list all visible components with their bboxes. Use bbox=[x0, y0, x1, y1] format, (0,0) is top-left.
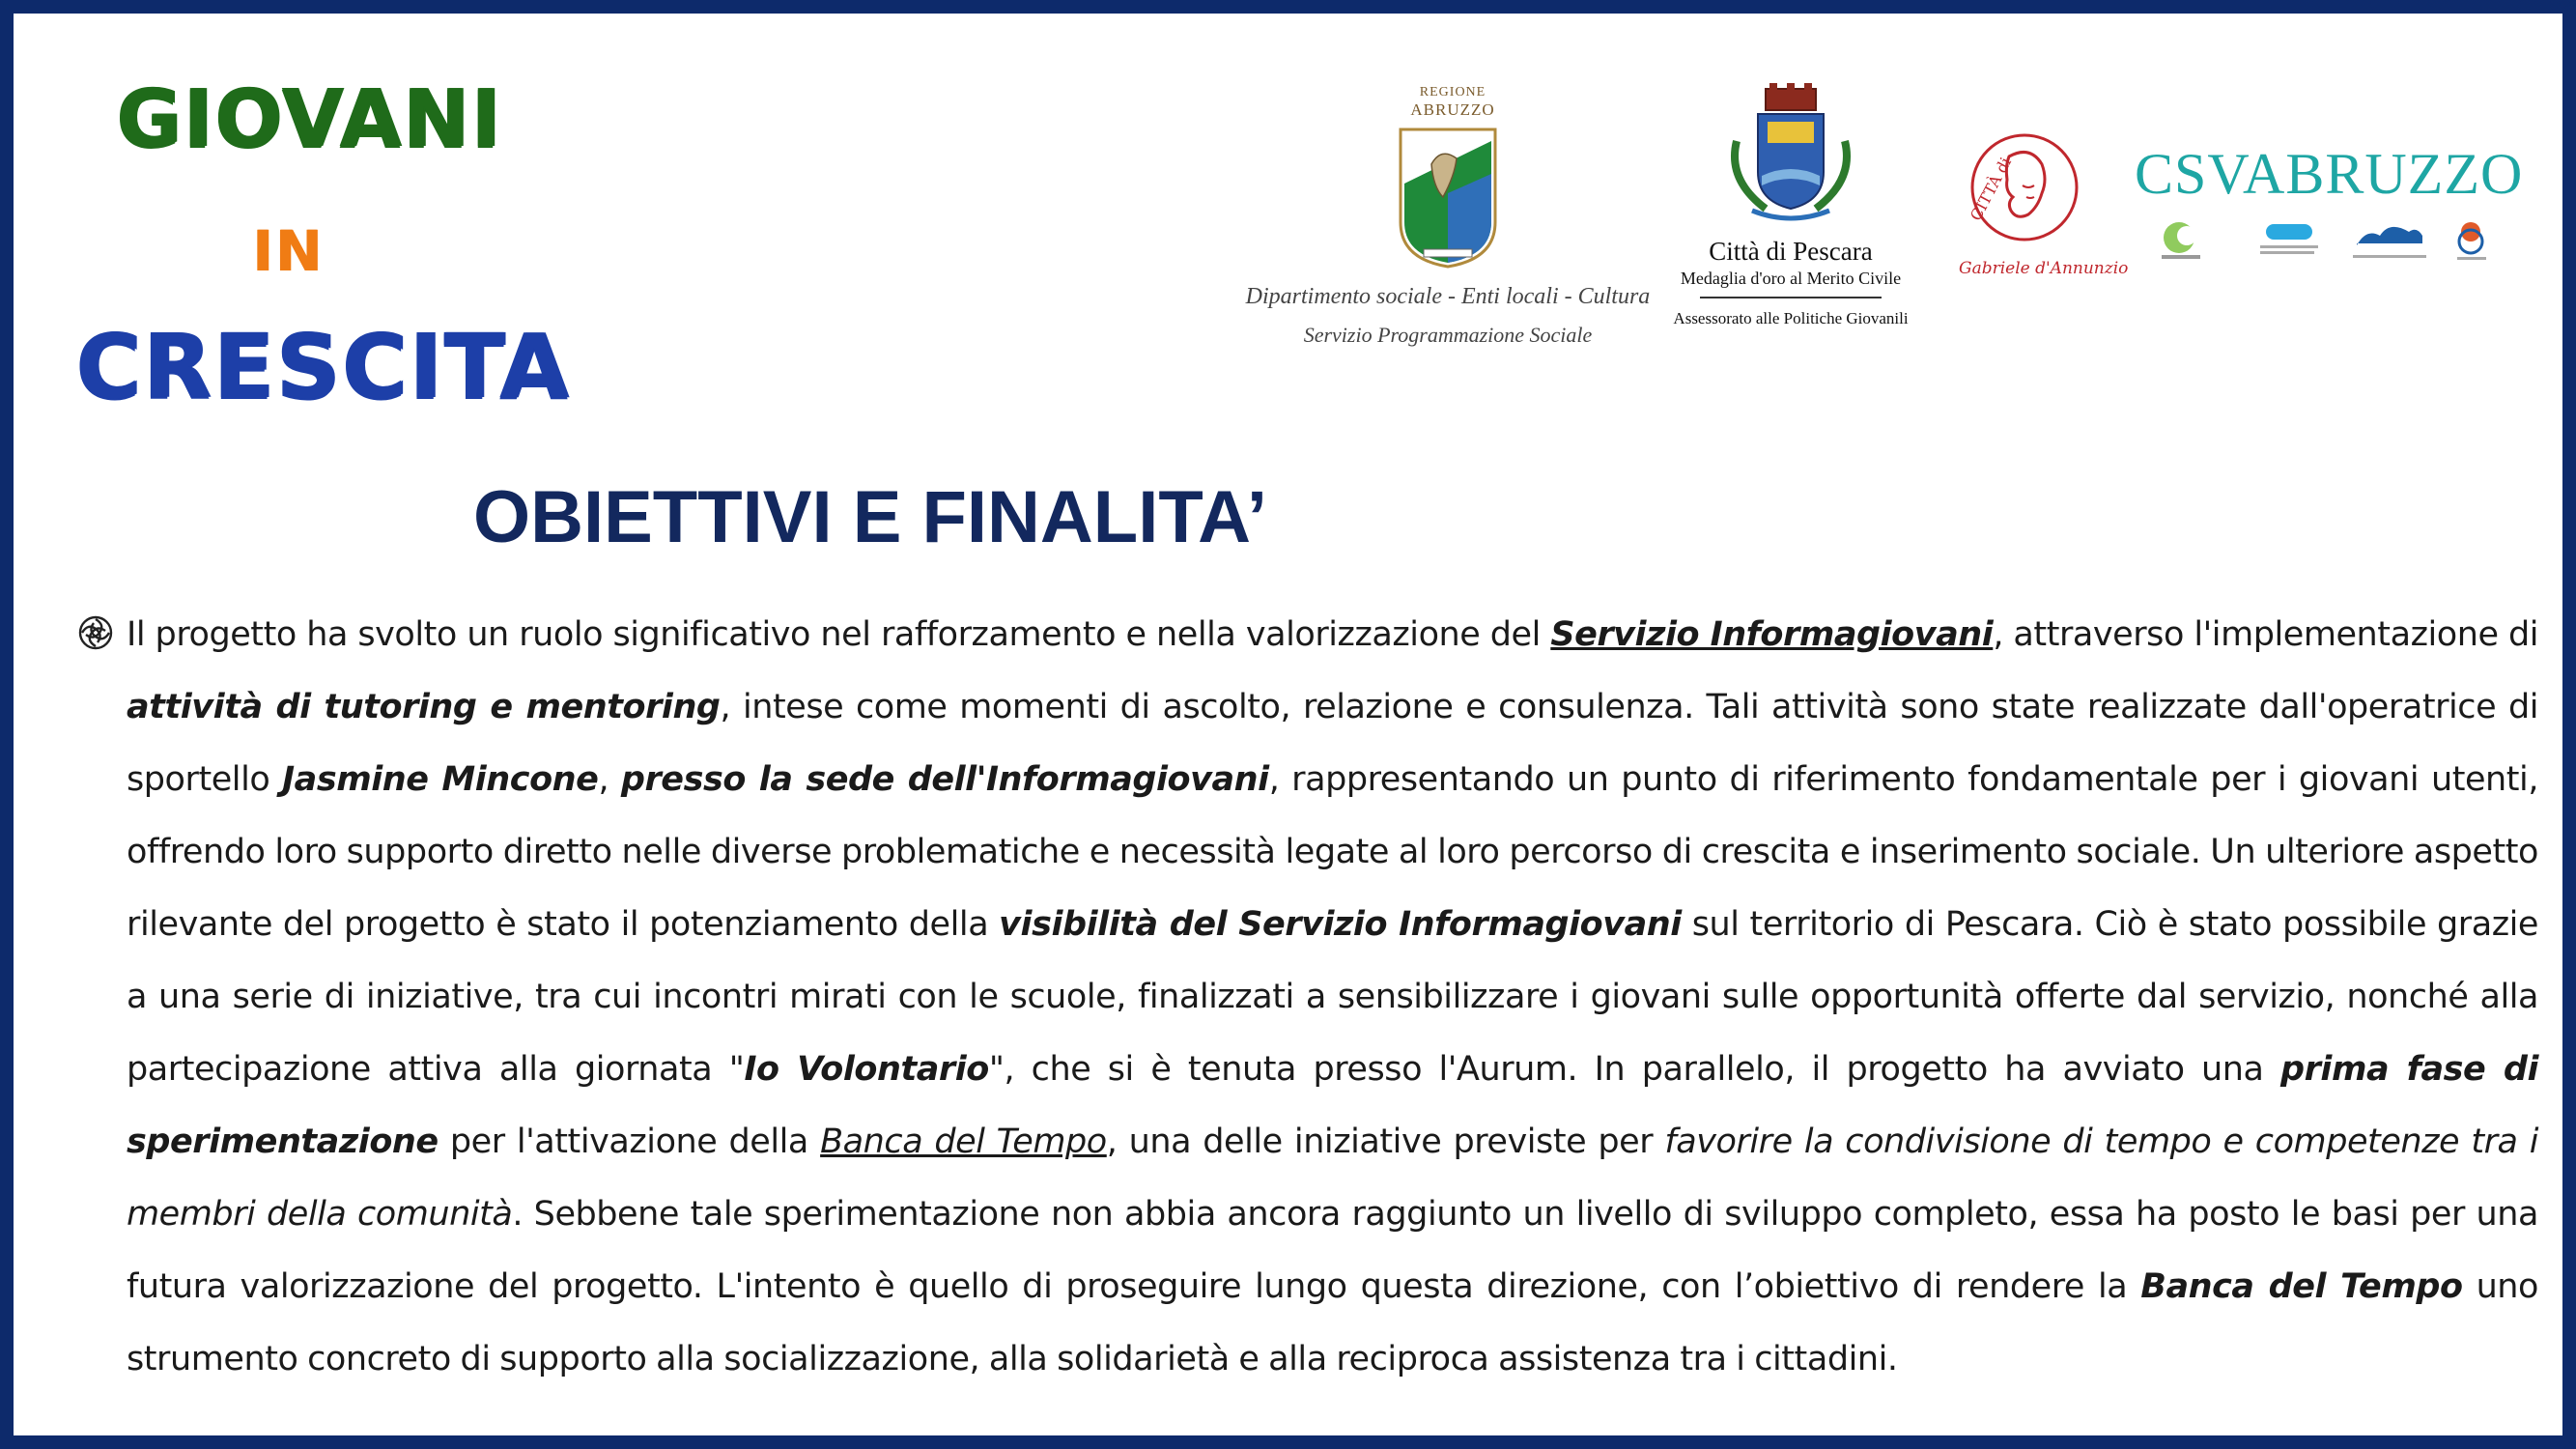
pescara-office: Assessorato alle Politiche Giovanili bbox=[1673, 309, 1909, 327]
pescara-name: Città di Pescara bbox=[1709, 237, 1873, 266]
body-text: uno strumento concreto di supporto alla socializzazione, alla solidarietà e alla reciproca assistenza tra i cittadini. bbox=[127, 1267, 2538, 1378]
citta-dannunzio-logo bbox=[1955, 128, 2129, 301]
emphasis-tutoring: attività di tutoring e mentoring bbox=[127, 688, 721, 726]
pescara-medal: Medaglia d'oro al Merito Civile bbox=[1680, 269, 1902, 288]
section-heading: OBIETTIVI E FINALITA’ bbox=[473, 476, 1267, 558]
emphasis-io-volontario: Io Volontario bbox=[744, 1050, 989, 1089]
slide bbox=[14, 14, 2562, 1435]
pescara-crest-icon bbox=[1723, 83, 1858, 228]
body-text: . Sebbene tale sperimentazione non abbia ancora raggiunto un livello di sviluppo completo, essa ha posto le basi per una futura valorizzazione del progetto. L'intento è quello di proseguire lungo questa direzione, con l’obiettivo di rendere la bbox=[127, 1195, 2538, 1306]
body-text: , bbox=[598, 760, 621, 799]
body-text: per l'attivazione della bbox=[438, 1122, 821, 1161]
regione-department: Dipartimento sociale - Enti locali - Cultura bbox=[1245, 284, 1651, 309]
body-text: Il progetto ha svolto un ruolo significativo nel rafforzamento e nella valorizzazione del bbox=[127, 615, 1551, 654]
dannunzio-arc-text: CITTÀ di bbox=[1966, 154, 2016, 224]
abruzzo-label: ABRUZZO bbox=[1410, 100, 1495, 119]
emphasis-sede: presso la sede dell'Informagiovani bbox=[620, 760, 1269, 799]
logo-word-giovani: GIOVANI bbox=[116, 73, 502, 165]
body-paragraph bbox=[127, 599, 2538, 1396]
dannunzio-portrait-icon bbox=[1955, 128, 2090, 253]
emphasis-prima-fase: prima fase di sperimentazione bbox=[127, 1050, 2538, 1161]
regione-shield-icon bbox=[1395, 126, 1501, 270]
citta-di-pescara-logo bbox=[1656, 79, 1926, 340]
logo-word-crescita: CRESCITA bbox=[75, 315, 571, 418]
emphasis-favorire: favorire la condivisione di tempo e competenze tra i membri della comunità bbox=[127, 1122, 2538, 1234]
emphasis-operator-name: Jasmine Mincone bbox=[282, 760, 599, 799]
pescara-divider bbox=[1700, 297, 1882, 298]
body-text: , intese come momenti di ascolto, relazione e consulenza. Tali attività sono state realizzate dall'operatrice di sportello bbox=[127, 688, 2538, 799]
csv-abruzzo-name: CSVABRUZZO bbox=[2135, 142, 2524, 206]
servizio-informagiovani-link: Servizio Informagiovani bbox=[1550, 615, 1994, 654]
body-text: sul territorio di Pescara. Ciò è stato possibile grazie a una serie di iniziative, tra cui incontri mirati con le scuole, finalizzati a sensibilizzare i giovani sulle opportunità offerte dal servizio, nonché alla partecipazione attiva alla giornata " bbox=[127, 905, 2538, 1089]
regione-label: REGIONE bbox=[1419, 85, 1486, 99]
body-text: , rappresentando un punto di riferimento fondamentale per i giovani utenti, offrendo loro supporto diretto nelle diverse problematiche e necessità legate al loro percorso di crescita e inserimento sociale. Un ulteriore aspetto rilevante del progetto è stato il potenziamento della bbox=[127, 760, 2538, 944]
emphasis-banca-del-tempo: Banca del Tempo bbox=[2140, 1267, 2463, 1306]
spiral-bullet-icon bbox=[77, 614, 114, 651]
csv-abruzzo-logo bbox=[2135, 141, 2560, 276]
regione-abruzzo-logo bbox=[1231, 70, 1665, 359]
emphasis-visibilita: visibilità del Servizio Informagiovani bbox=[999, 905, 1682, 944]
banca-del-tempo-link: Banca del Tempo bbox=[820, 1122, 1107, 1161]
csv-sub-logos-icon bbox=[2150, 216, 2556, 265]
body-text: , una delle iniziative previste per bbox=[1106, 1122, 1665, 1161]
dannunzio-signature: Gabriele d'Annunzio bbox=[1959, 259, 2129, 278]
body-text: , attraverso l'implementazione di bbox=[1993, 615, 2538, 654]
body-text: ", che si è tenuta presso l'Aurum. In parallelo, il progetto ha avviato una bbox=[988, 1050, 2280, 1089]
regione-service: Servizio Programmazione Sociale bbox=[1303, 323, 1593, 347]
logo-word-in: IN bbox=[252, 218, 325, 284]
